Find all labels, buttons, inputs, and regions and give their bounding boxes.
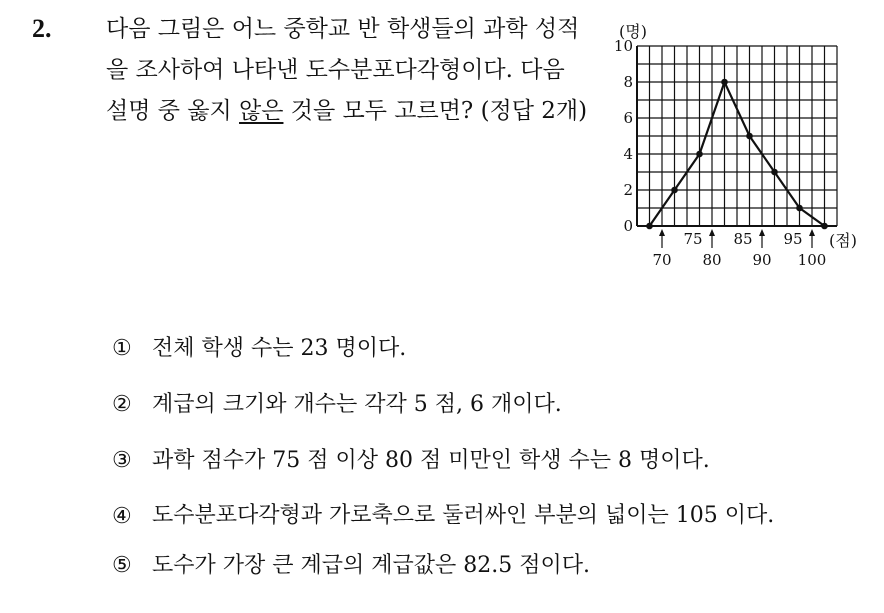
- option-5-mark: ⑤: [112, 553, 132, 578]
- data-point: [796, 205, 803, 212]
- x-unit-label: (점): [829, 231, 857, 250]
- data-point: [771, 169, 778, 176]
- option-5-text: 도수가 가장 큰 계급의 계급값은 82.5 점이다.: [152, 553, 590, 578]
- y-tick-label: 10: [613, 37, 633, 55]
- y-tick-label: 2: [623, 181, 633, 199]
- option-3[interactable]: [112, 442, 852, 479]
- option-3-text: 과학 점수가 75 점 이상 80 점 미만인 학생 수는 8 명이다.: [152, 448, 710, 473]
- stem-text-part2: 것을 모두 고르면? (정답 2개): [283, 98, 588, 124]
- data-point: [696, 151, 703, 158]
- data-point: [646, 223, 653, 230]
- stem-text-part1: 다음 그림은 어느 중학교 반 학생들의 과학 성적을 조사하여 나타낸 도수분포다각형이다. 다음 설명 중 옳지: [106, 16, 580, 124]
- data-point: [671, 187, 678, 194]
- question-number: 2.: [32, 14, 52, 43]
- chart-labels: [614, 22, 857, 268]
- data-point: [721, 79, 728, 86]
- option-4-mark: ④: [112, 504, 132, 529]
- data-point: [821, 223, 828, 230]
- x-tick-label-upper: 75: [683, 230, 703, 248]
- x-tick-label-upper: 95: [783, 230, 803, 248]
- y-tick-label: 6: [623, 109, 633, 127]
- stem-underlined-word: 않은: [239, 98, 284, 124]
- x-tick-label-lower: 90: [752, 251, 772, 268]
- x-tick-arrowhead: [709, 229, 715, 236]
- option-1-mark: ①: [112, 336, 132, 361]
- x-tick-label-lower: 70: [652, 251, 672, 268]
- x-tick-arrowhead: [759, 229, 765, 236]
- y-tick-label: 8: [623, 73, 633, 91]
- option-4[interactable]: [112, 498, 852, 535]
- option-2-text: 계급의 크기와 개수는 각각 5 점, 6 개이다.: [152, 392, 562, 417]
- frequency-polygon-chart: [612, 18, 862, 268]
- option-2[interactable]: [112, 386, 852, 423]
- y-tick-label: 4: [623, 145, 633, 163]
- question-stem: [106, 9, 591, 132]
- option-3-mark: ③: [112, 448, 132, 473]
- option-5[interactable]: [112, 547, 852, 584]
- option-1[interactable]: [112, 330, 852, 367]
- x-tick-label-lower: 100: [797, 251, 827, 268]
- y-tick-label: 0: [623, 217, 633, 235]
- option-4-text: 도수분포다각형과 가로축으로 둘러싸인 부분의 넓이는 105 이다.: [152, 503, 775, 528]
- answer-options: [112, 330, 852, 603]
- x-tick-arrowhead: [659, 229, 665, 236]
- x-tick-label-lower: 80: [702, 251, 722, 268]
- y-unit-label: (명): [619, 22, 647, 41]
- x-tick-label-upper: 85: [733, 230, 753, 248]
- data-point: [746, 133, 753, 140]
- x-tick-arrowhead: [809, 229, 815, 236]
- option-2-mark: ②: [112, 392, 132, 417]
- option-1-text: 전체 학생 수는 23 명이다.: [152, 336, 407, 361]
